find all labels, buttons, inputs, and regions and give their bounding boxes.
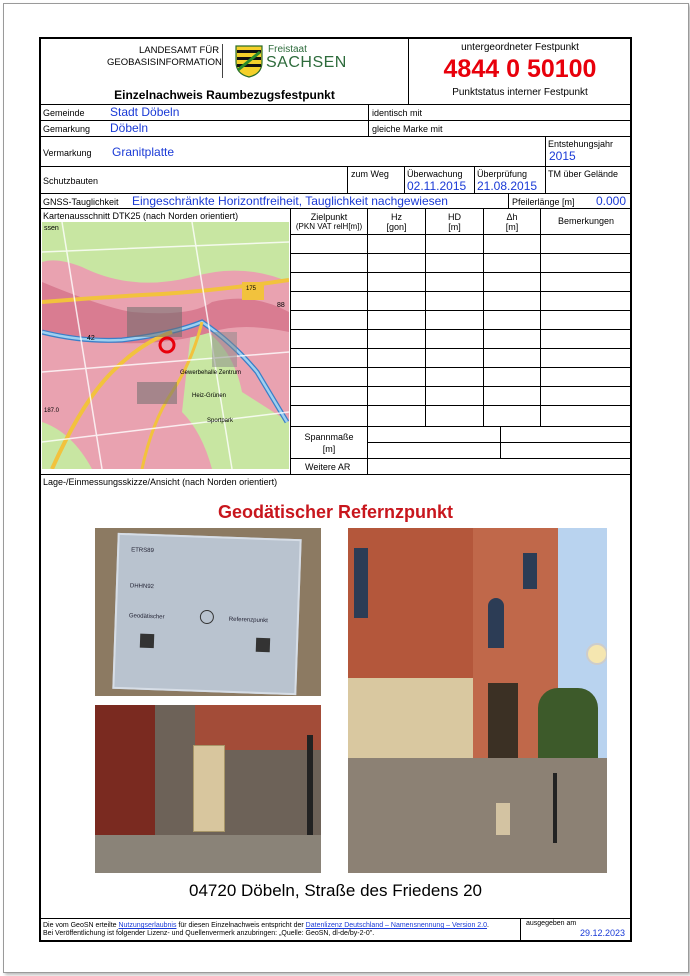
gemeinde-value: Stadt Döbeln <box>110 105 180 119</box>
document-title: Einzelnachweis Raumbezugsfestpunkt <box>114 88 335 102</box>
spannmasse-label: Spannmaße <box>304 432 354 442</box>
vermarkung-value: Granitplatte <box>112 145 175 159</box>
datenlizenz-link[interactable]: Datenlizenz Deutschland – Namensnennung – Version 2.0 <box>305 922 488 929</box>
map-label-f: Sportpark <box>207 418 234 424</box>
vermarkung-label: Vermarkung <box>43 148 92 158</box>
col-hd-unit: [m] <box>448 222 461 232</box>
col-hz: Hz <box>391 212 402 222</box>
address-line: 04720 Döbeln, Straße des Friedens 20 <box>189 881 482 900</box>
entstehungsjahr-value: 2015 <box>549 149 576 163</box>
sketch-caption: Lage-/Einmessungsskizze/Ansicht (nach Norden orientiert) <box>43 477 278 487</box>
gnss-value: Eingeschränkte Horizontfreiheit, Tauglichkeit nachgewiesen <box>132 194 448 208</box>
gnss-label: GNSS-Tauglichkeit <box>43 197 119 207</box>
col-bemerkungen: Bemerkungen <box>557 216 615 226</box>
footer-line1: Die vom GeoSN erteilte Nutzungserlaubnis für diesen Einzelnachweis entspricht der Datenlizenz Deutschland – Namensnennung – Version 2.0. <box>43 922 489 929</box>
qr-code-icon <box>140 634 154 648</box>
photo-plate <box>95 528 321 696</box>
col-zielpunkt-sub: (PKN VAT relH[m]) <box>295 222 363 231</box>
ueberpruefung-label: Überprüfung <box>477 169 528 179</box>
festpunkt-type: untergeordneter Festpunkt <box>461 42 579 53</box>
map-label-g: 187.0 <box>44 408 60 414</box>
weitere-ar-label: Weitere AR <box>305 462 351 472</box>
sketch-title: Geodätischer Refernzpunkt <box>217 502 454 522</box>
spannmasse-unit: [m] <box>322 444 336 454</box>
col-hd: HD <box>448 212 461 222</box>
plate-label-right: Referenzpunkt <box>228 616 268 625</box>
map-road-number: 175 <box>246 286 257 292</box>
map-label-a: ssen <box>44 225 59 232</box>
map-caption: Kartenausschnitt DTK25 (nach Norden orientiert) <box>43 211 239 221</box>
dtk25-map <box>42 222 289 469</box>
tm-label: TM über Gelände <box>548 169 619 179</box>
col-delta-h-unit: [m] <box>505 222 519 232</box>
photo-stone-post <box>95 705 321 873</box>
entstehungsjahr-label: Entstehungsjahr <box>548 139 614 149</box>
schutzbauten-label: Schutzbauten <box>43 176 99 186</box>
plate-target-icon <box>200 610 214 624</box>
ueberwachung-value: 02.11.2015 <box>407 179 467 193</box>
logo-divider <box>222 44 223 78</box>
plate-label-left: Geodätischer <box>128 613 165 621</box>
freistaat-text: Freistaat <box>268 44 307 55</box>
pfeiler-value: 0.000 <box>596 194 627 208</box>
lfa-line1: LANDESAMT FÜR <box>139 45 220 56</box>
qr-code-icon <box>256 638 270 652</box>
map-label-e: Heiz-Grünen <box>192 393 227 399</box>
map-label-b: 88 <box>277 302 285 309</box>
gemarkung-label: Gemarkung <box>43 124 91 134</box>
festpunkt-status: Punktstatus interner Festpunkt <box>452 87 588 98</box>
col-zielpunkt: Zielpunkt <box>310 212 348 222</box>
issued-label: ausgegeben am <box>526 920 577 927</box>
col-hz-unit: [gon] <box>386 222 407 232</box>
map-label-c: 42 <box>87 335 95 342</box>
map-label-d: Gewerbehalle Zentrum <box>180 370 242 376</box>
gemeinde-label: Gemeinde <box>43 108 85 118</box>
ueberwachung-label: Überwachung <box>407 169 463 179</box>
sachsen-text: SACHSEN <box>266 54 347 71</box>
pfeiler-label: Pfeilerlänge [m] <box>512 197 575 207</box>
lfa-line2: GEOBASISINFORMATION <box>107 57 222 68</box>
footer-line2: Bei Veröffentlichung ist folgender Lizenz- und Quellenvermerk anzubringen: „Quelle: GeoSN, dl-de/by-2-0". <box>43 930 375 937</box>
gleiche-marke-label: gleiche Marke mit <box>372 124 443 134</box>
nutzungserlaubnis-link[interactable]: Nutzungserlaubnis <box>118 922 177 929</box>
zum-weg-label: zum Weg <box>351 169 389 179</box>
col-delta-h: Δh <box>506 212 518 222</box>
gemarkung-value: Döbeln <box>110 121 149 135</box>
ueberpruefung-value: 21.08.2015 <box>477 179 538 193</box>
issued-date: 29.12.2023 <box>580 928 626 938</box>
plate-line1: ETRS89 <box>131 547 154 555</box>
plate-line2: DHHN92 <box>129 583 155 591</box>
festpunkt-number: 4844 0 50100 <box>443 55 597 83</box>
photo-building <box>348 528 607 873</box>
identisch-label: identisch mit <box>372 108 423 118</box>
saxony-coat-of-arms-icon <box>234 44 264 78</box>
